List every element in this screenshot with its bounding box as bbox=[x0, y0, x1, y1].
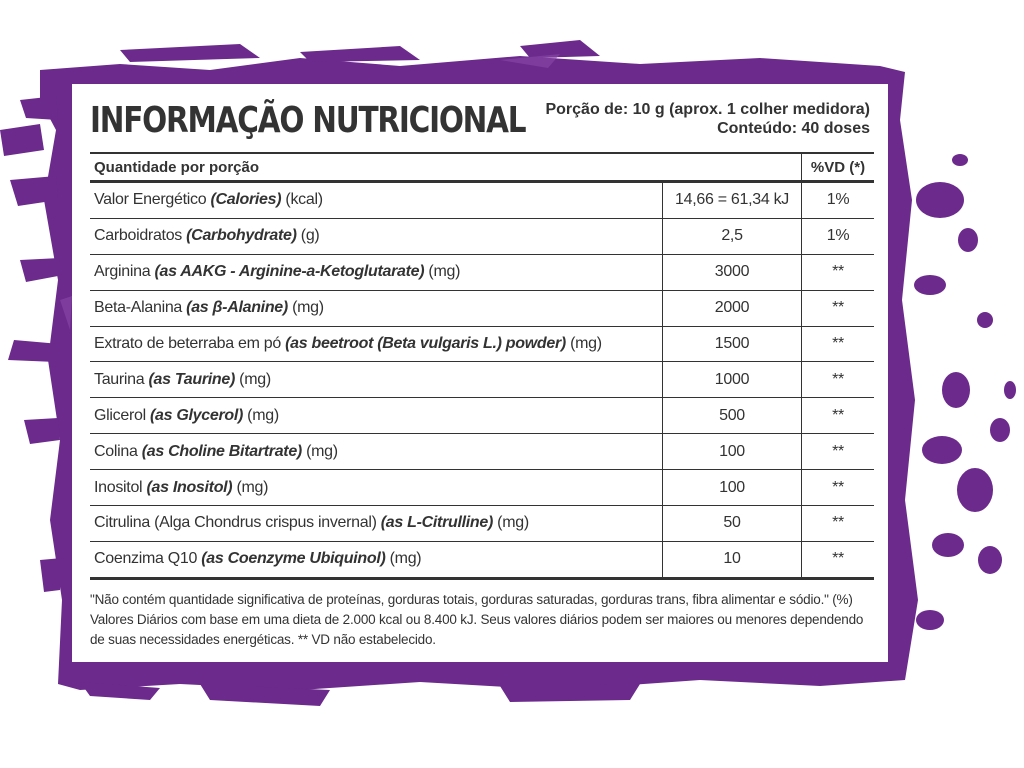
nutrient-pt: Extrato de beterraba em pó bbox=[94, 335, 286, 352]
content-doses: Conteúdo: 40 doses bbox=[717, 120, 870, 137]
table-row bbox=[90, 470, 874, 506]
table-row bbox=[90, 362, 874, 398]
table-row bbox=[90, 398, 874, 434]
nutrient-name bbox=[90, 254, 663, 290]
nutrient-vd: ** bbox=[802, 470, 875, 506]
nutrient-name bbox=[90, 218, 663, 254]
header-quantity: Quantidade por porção bbox=[90, 153, 802, 182]
nutrient-value: 10 bbox=[663, 541, 802, 578]
nutrient-pt: Coenzima Q10 bbox=[94, 550, 202, 568]
nutrition-table bbox=[90, 152, 874, 580]
nutrient-pt: Arginina bbox=[94, 263, 155, 281]
nutrient-value: 3000 bbox=[663, 254, 802, 290]
nutrient-vd: ** bbox=[802, 434, 875, 470]
table-row bbox=[90, 290, 874, 326]
table-row bbox=[90, 434, 874, 470]
nutrient-name bbox=[90, 326, 663, 362]
nutrient-value: 1500 bbox=[663, 326, 802, 362]
table-row bbox=[90, 326, 874, 362]
nutrient-vd: ** bbox=[802, 290, 875, 326]
nutrient-en: (as Inositol) bbox=[146, 478, 233, 496]
nutrient-vd: ** bbox=[802, 254, 875, 290]
serving-size: Porção de: 10 g (aprox. 1 colher medidora) bbox=[545, 101, 870, 118]
nutrient-name bbox=[90, 506, 663, 542]
footnote: "Não contém quantidade significativa de proteínas, gorduras totais, gorduras saturadas, gorduras trans, fibra alimentar e sódio." (%) Valores Diários com base em uma dieta de 2.000 kcal ou 8.400 kJ. Seus valores diários podem ser maiores ou menores dependendo de suas necessidades energéticas. ** VD não estabelecido. bbox=[90, 591, 864, 647]
nutrient-value: 500 bbox=[663, 398, 802, 434]
nutrient-pt: Inositol bbox=[94, 478, 147, 496]
nutrient-pt: Carboidratos bbox=[94, 227, 187, 245]
table-row bbox=[90, 218, 874, 254]
nutrient-unit: (mg) bbox=[565, 335, 602, 352]
nutrient-vd: 1% bbox=[802, 218, 875, 254]
nutrient-name bbox=[90, 290, 663, 326]
nutrition-header bbox=[90, 94, 872, 152]
nutrient-en: (as β-Alanine) bbox=[186, 299, 288, 317]
nutrient-vd: ** bbox=[802, 398, 875, 434]
nutrition-rows bbox=[90, 182, 874, 579]
nutrient-en: (Calories) bbox=[210, 191, 282, 209]
nutrient-pt: Beta-Alanina bbox=[94, 299, 187, 317]
page-title: INFORMAÇÃO NUTRICIONAL bbox=[90, 100, 526, 141]
nutrient-value: 2,5 bbox=[663, 218, 802, 254]
nutrient-en: (Carbohydrate) bbox=[186, 227, 297, 245]
nutrient-name bbox=[90, 434, 663, 470]
nutrient-unit: (mg) bbox=[385, 550, 422, 568]
nutrient-pt: Colina bbox=[94, 442, 142, 460]
nutrient-unit: (g) bbox=[296, 227, 320, 245]
nutrient-unit: (mg) bbox=[424, 263, 461, 281]
nutrient-unit: (mg) bbox=[232, 478, 269, 496]
nutrient-unit: (mg) bbox=[301, 442, 338, 460]
table-header-row bbox=[90, 153, 874, 182]
table-row bbox=[90, 541, 874, 578]
nutrient-en: (as L-Citrulline) bbox=[380, 514, 494, 532]
header-vd: %VD (*) bbox=[802, 153, 875, 182]
table-row bbox=[90, 506, 874, 542]
nutrient-unit: (kcal) bbox=[281, 191, 323, 209]
nutrient-value: 50 bbox=[663, 506, 802, 542]
nutrient-vd: ** bbox=[802, 541, 875, 578]
nutrient-value: 14,66 = 61,34 kJ bbox=[663, 182, 802, 219]
table-row bbox=[90, 254, 874, 290]
nutrient-en: (as Glycerol) bbox=[149, 406, 244, 424]
nutrient-vd: ** bbox=[802, 362, 875, 398]
nutrient-vd: 1% bbox=[802, 182, 875, 219]
nutrient-en: (as beetroot (Beta vulgaris L.) powder) bbox=[285, 335, 566, 352]
nutrient-pt: Citrulina (Alga Chondrus crispus invernal) bbox=[94, 514, 381, 532]
nutrient-en: (as AAKG - Arginine-a-Ketoglutarate) bbox=[154, 263, 425, 281]
table-row bbox=[90, 182, 874, 219]
nutrition-facts-card bbox=[72, 84, 888, 662]
nutrient-pt: Valor Energético bbox=[94, 191, 211, 209]
nutrient-en: (as Taurine) bbox=[148, 370, 236, 388]
nutrient-en: (as Coenzyme Ubiquinol) bbox=[201, 550, 386, 568]
nutrient-unit: (mg) bbox=[493, 514, 529, 532]
nutrient-pt: Glicerol bbox=[94, 406, 150, 424]
nutrient-name bbox=[90, 182, 663, 219]
nutrient-name bbox=[90, 398, 663, 434]
serving-info bbox=[545, 100, 870, 138]
nutrient-value: 1000 bbox=[663, 362, 802, 398]
nutrient-unit: (mg) bbox=[243, 406, 279, 424]
nutrient-en: (as Choline Bitartrate) bbox=[141, 442, 302, 460]
nutrient-vd: ** bbox=[802, 506, 875, 542]
nutrient-value: 100 bbox=[663, 470, 802, 506]
nutrient-pt: Taurina bbox=[94, 370, 149, 388]
nutrient-value: 2000 bbox=[663, 290, 802, 326]
nutrient-name bbox=[90, 541, 663, 578]
nutrient-name bbox=[90, 362, 663, 398]
nutrient-vd: ** bbox=[802, 326, 875, 362]
nutrient-value: 100 bbox=[663, 434, 802, 470]
nutrient-name bbox=[90, 470, 663, 506]
nutrient-unit: (mg) bbox=[287, 299, 324, 317]
nutrient-unit: (mg) bbox=[235, 370, 271, 388]
